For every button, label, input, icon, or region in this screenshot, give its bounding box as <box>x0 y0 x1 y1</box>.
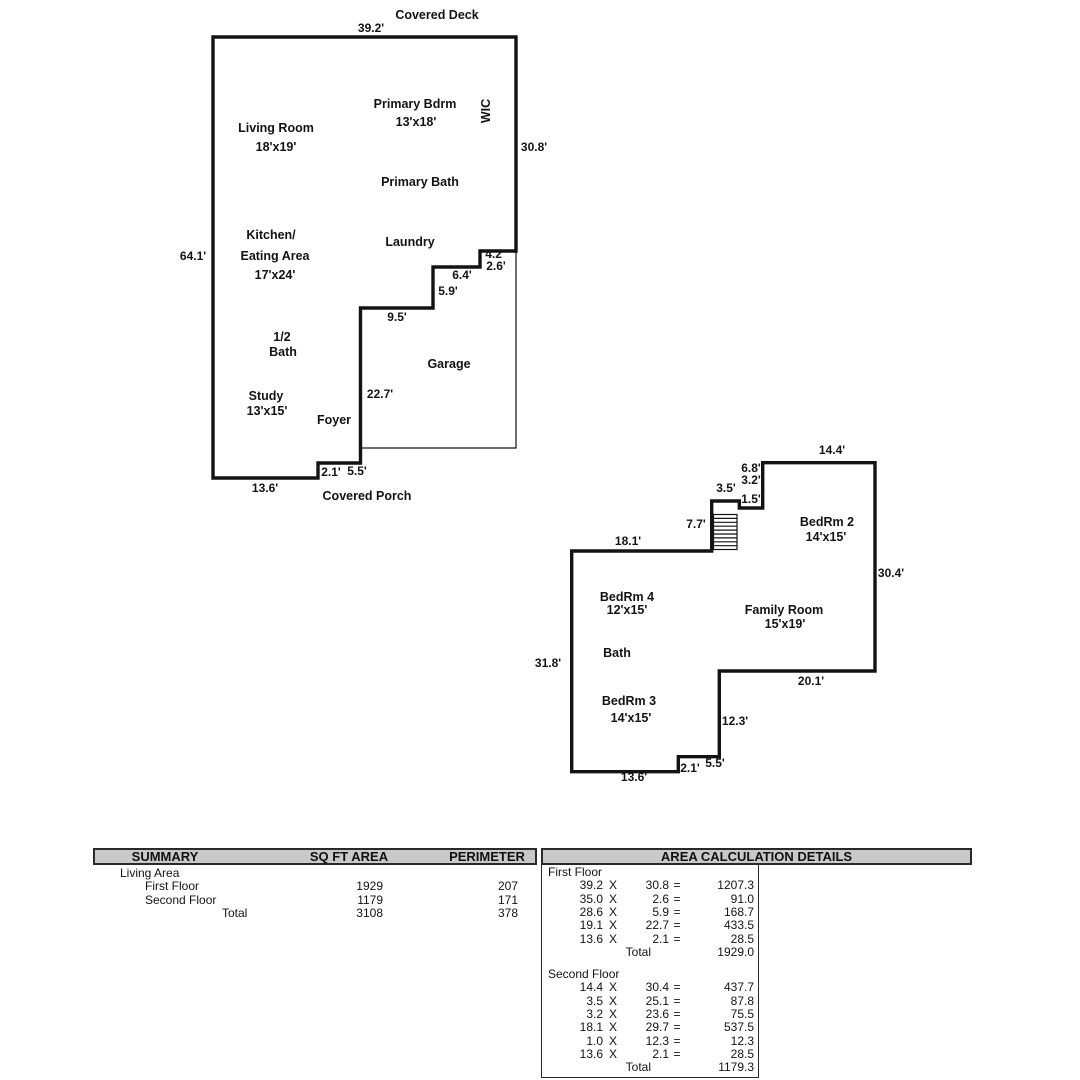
dim-sf-family-bottom: 20.1' <box>797 674 825 688</box>
dim-sf-top: 14.4' <box>818 443 846 457</box>
size-living-room: 18'x19' <box>255 140 297 154</box>
dim-sf-stair-jog-h1: 3.2' <box>741 473 761 487</box>
perimeter-header: PERIMETER <box>449 849 525 864</box>
label-family-room: Family Room <box>744 603 824 617</box>
label-laundry: Laundry <box>385 235 435 249</box>
detail-row: 19.1 X 22.7 = 433.5 <box>579 918 754 933</box>
label-half-bath-1: 1/2 <box>273 330 291 344</box>
label-bedrm3: BedRm 3 <box>601 694 657 708</box>
label-garage: Garage <box>427 357 471 371</box>
living-area-label: Living Area <box>120 866 180 880</box>
detail-row: 35.0 X 2.6 = 91.0 <box>579 891 754 906</box>
label-primary-bath: Primary Bath <box>381 175 459 189</box>
dim-sf-left-top: 18.1' <box>614 534 642 548</box>
summary-group-row <box>93 867 537 880</box>
label-covered-porch: Covered Porch <box>322 489 412 503</box>
dim-ff-jog2-v: 5.9' <box>438 284 458 298</box>
details-first-floor-label: First Floor <box>548 865 602 879</box>
dim-ff-jog1-v: 2.6' <box>486 259 506 273</box>
label-primary-bdrm: Primary Bdrm <box>373 97 457 111</box>
detail-total-row: Total 1929.0 <box>625 945 754 960</box>
summary-row-second-floor: Second Floor 1179 171 <box>145 892 518 907</box>
details-second-floor-label: Second Floor <box>548 967 620 981</box>
label-bath: Bath <box>603 646 631 660</box>
area-calculation-details-header: AREA CALCULATION DETAILS <box>660 849 853 864</box>
second-floor-plan <box>535 443 904 784</box>
dim-sf-stair-jog-v1: 6.8' <box>741 461 761 475</box>
summary-row-total: Total 3108 378 <box>222 906 518 921</box>
size-bedrm4: 12'x15' <box>606 603 648 617</box>
detail-row: 28.6 X 5.9 = 168.7 <box>579 905 754 920</box>
label-bedrm2: BedRm 2 <box>799 515 855 529</box>
label-wic: WIC <box>479 98 493 124</box>
detail-row: 3.5 X 25.1 = 87.8 <box>586 993 754 1008</box>
staircase-icon <box>714 515 738 550</box>
size-study: 13'x15' <box>246 404 288 418</box>
dim-sf-stair-jog-v2: 1.5' <box>741 492 761 506</box>
dim-sf-stair-left: 7.7' <box>686 517 706 531</box>
dim-sf-step-h: 5.5' <box>705 756 725 770</box>
sqft-area-header: SQ FT AREA <box>309 849 389 864</box>
label-foyer: Foyer <box>316 413 352 427</box>
label-study: Study <box>248 389 284 403</box>
garage-thin-walls <box>361 251 517 448</box>
detail-row: 13.6 X 2.1 = 28.5 <box>579 1047 754 1062</box>
label-kitchen-2: Eating Area <box>240 249 310 263</box>
dim-ff-left: 64.1' <box>179 249 207 263</box>
dim-ff-top: 39.2' <box>357 21 385 35</box>
detail-row: 13.6 X 2.1 = 28.5 <box>579 931 754 946</box>
label-half-bath-2: Bath <box>269 345 297 359</box>
size-family-room: 15'x19' <box>764 617 806 631</box>
label-bedrm4: BedRm 4 <box>599 590 655 604</box>
area-calculation-details-box <box>541 864 759 1078</box>
detail-row: 39.2 X 30.8 = 1207.3 <box>579 878 754 893</box>
dim-sf-step-v: 2.1' <box>680 761 700 775</box>
label-covered-deck: Covered Deck <box>395 8 479 22</box>
dim-sf-bottom: 13.6' <box>620 770 648 784</box>
details-header-bar <box>541 848 972 865</box>
summary-row-first-floor: First Floor 1929 207 <box>145 879 518 894</box>
size-bedrm2: 14'x15' <box>805 530 847 544</box>
label-kitchen-1: Kitchen/ <box>246 228 296 242</box>
dim-sf-left: 31.8' <box>534 656 562 670</box>
dim-ff-jog2-h: 6.4' <box>452 268 472 282</box>
details-first-floor-section <box>542 866 758 959</box>
first-floor-plan <box>180 8 547 503</box>
dim-sf-stair-top: 3.5' <box>716 481 736 495</box>
dim-ff-right: 30.8' <box>520 140 548 154</box>
size-bedrm3: 14'x15' <box>610 711 652 725</box>
detail-total-row: Total 1179.3 <box>625 1060 754 1075</box>
size-kitchen: 17'x24' <box>254 268 296 282</box>
dim-ff-jog3-h: 9.5' <box>387 310 407 324</box>
dim-ff-garage-wall: 22.7' <box>366 387 394 401</box>
summary-header-bar <box>93 848 537 865</box>
summary-header: SUMMARY <box>131 849 199 864</box>
detail-row: 18.1 X 29.7 = 537.5 <box>579 1020 754 1035</box>
detail-row: 14.4 X 30.4 = 437.7 <box>579 980 754 995</box>
size-primary-bdrm: 13'x18' <box>395 115 437 129</box>
summary-body <box>93 867 537 921</box>
dim-ff-bottom: 13.6' <box>251 481 279 495</box>
dim-ff-porch-v: 2.1' <box>321 465 341 479</box>
detail-row: 1.0 X 12.3 = 12.3 <box>586 1033 754 1048</box>
dim-sf-mid-right: 12.3' <box>721 714 749 728</box>
dim-ff-porch-h: 5.5' <box>347 464 367 478</box>
label-living-room: Living Room <box>238 121 314 135</box>
dim-ff-jog1-h: 4.2' <box>485 247 505 261</box>
details-second-floor-section <box>542 968 758 1075</box>
detail-row: 3.2 X 23.6 = 75.5 <box>586 1007 754 1022</box>
dim-sf-right: 30.4' <box>877 566 905 580</box>
